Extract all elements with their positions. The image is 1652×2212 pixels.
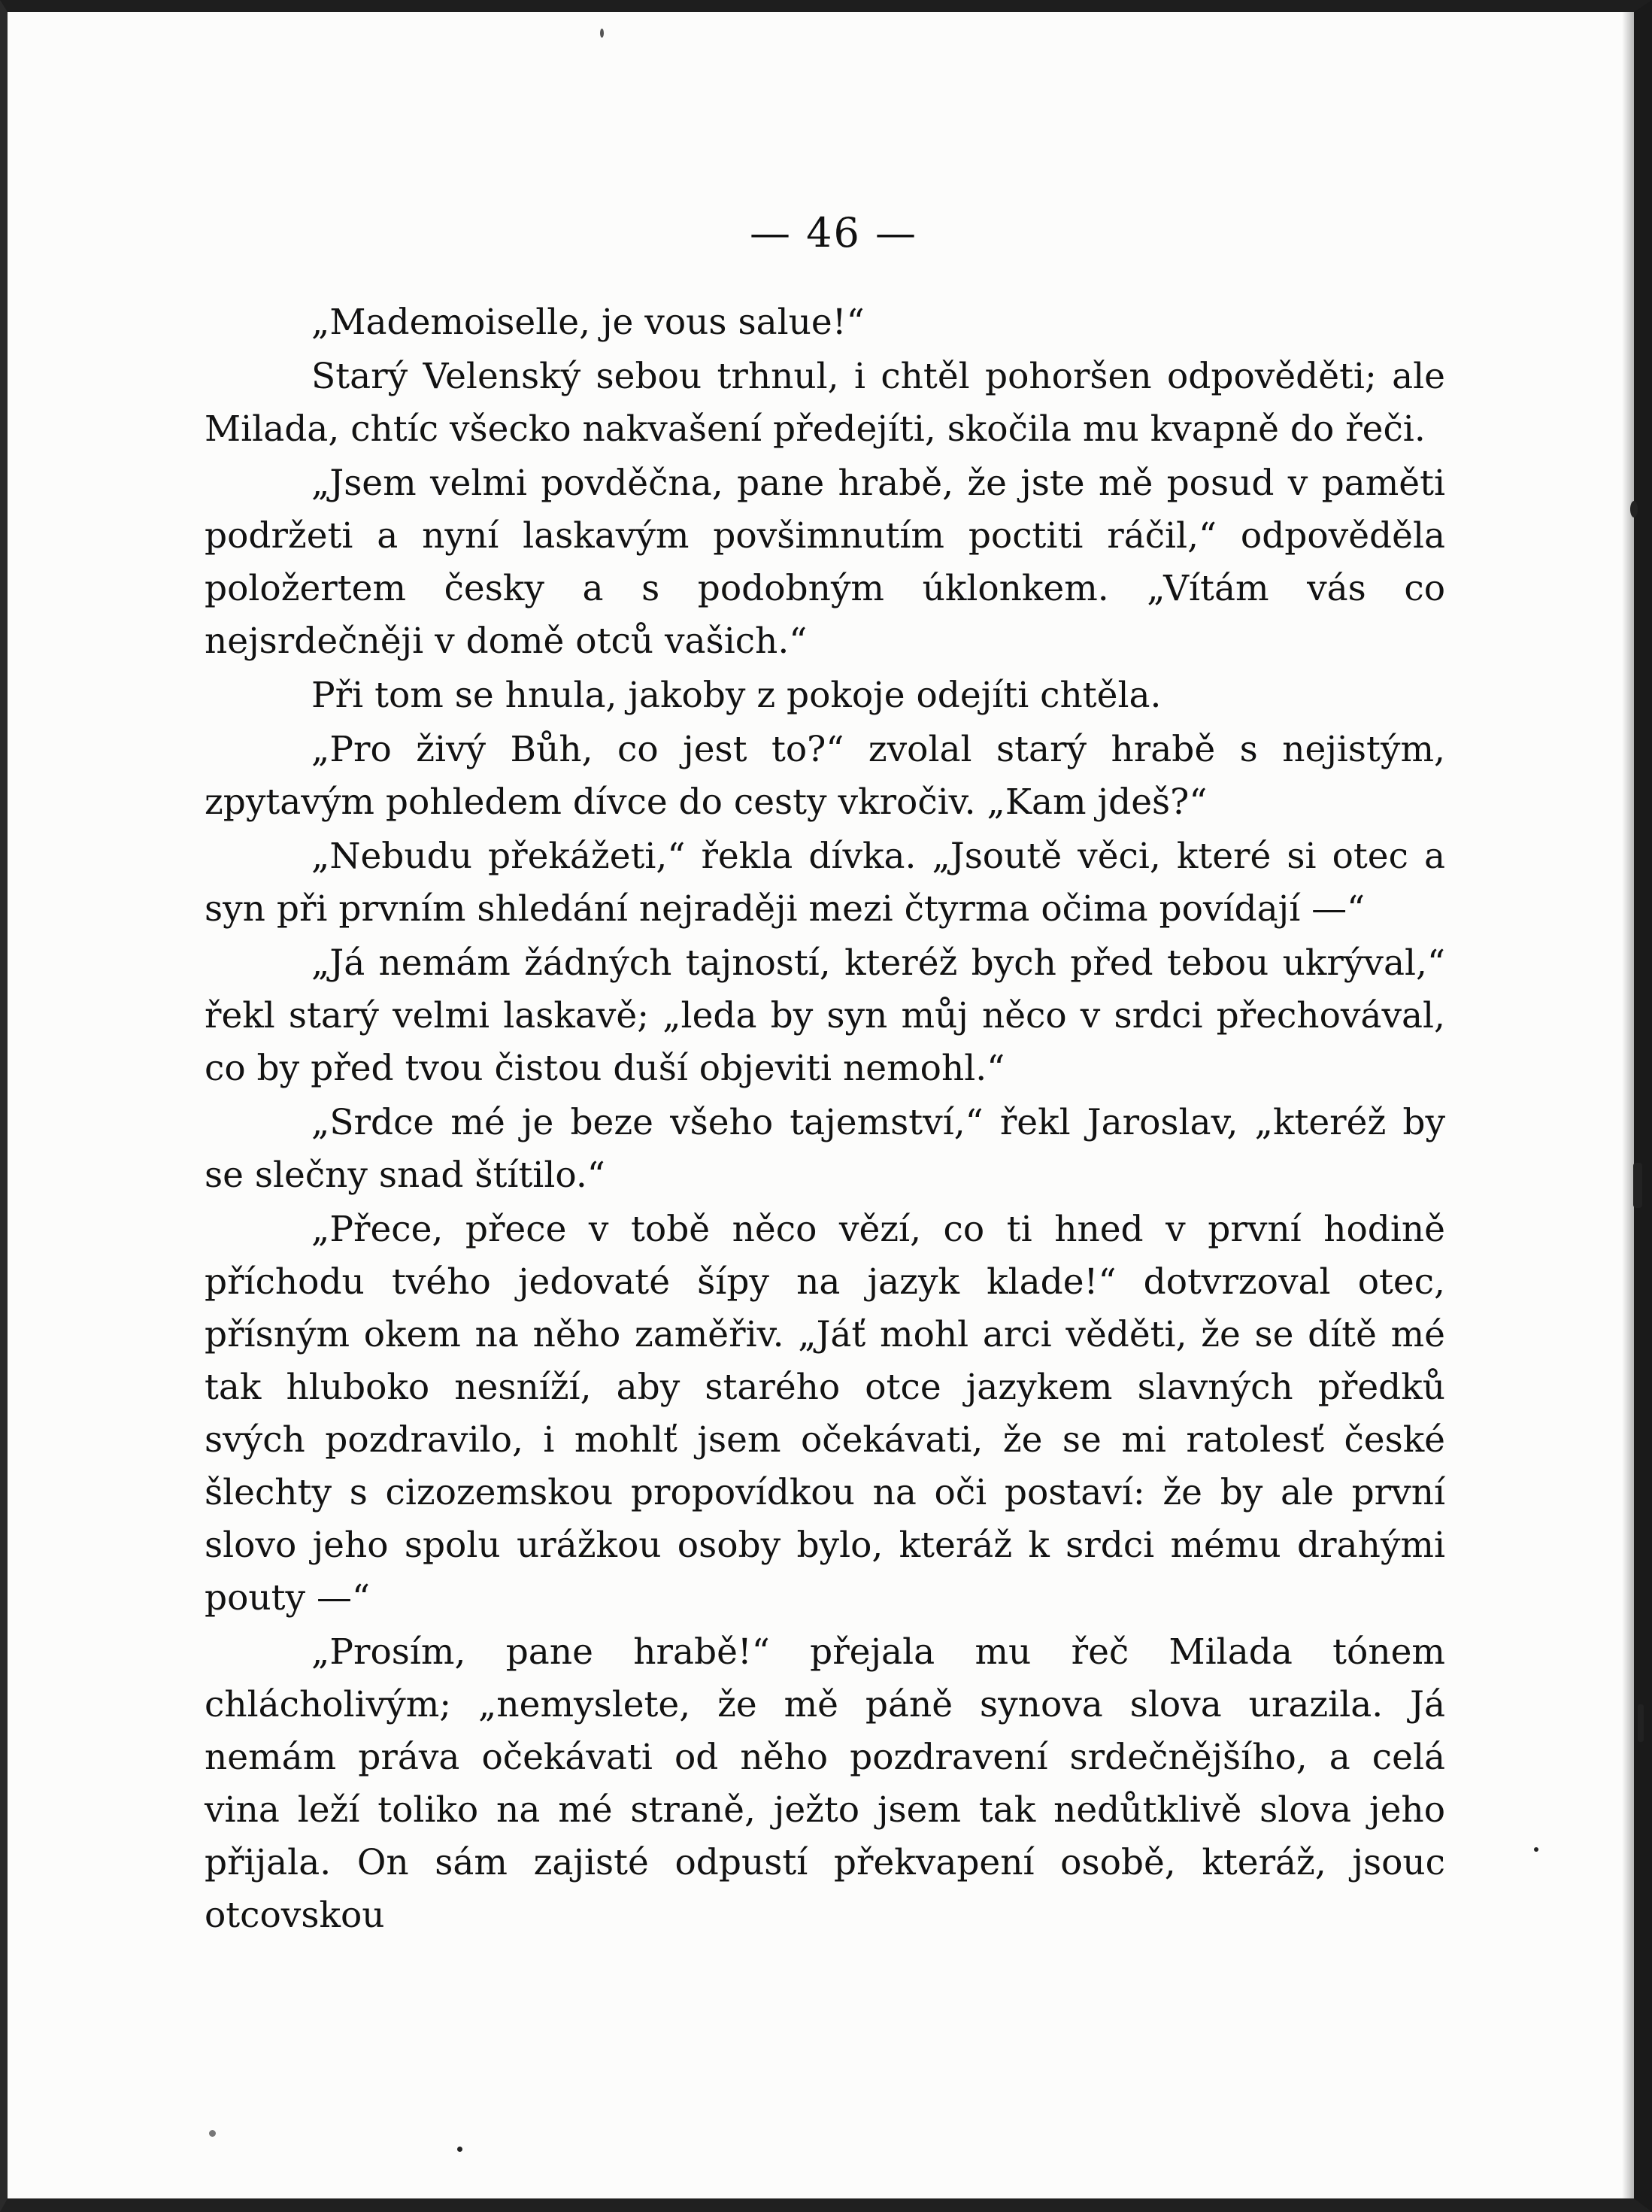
scan-speck	[457, 2147, 462, 2152]
scan-speck	[209, 2130, 216, 2137]
body-text	[205, 296, 1445, 1942]
paragraph: „Prosím, pane hrabě!“ přejala mu řeč Milada tónem chlácholivým; „nemyslete, že mě páně synova slova urazila. Já nemám práva očekávati od něho pozdravení srdečnějšího, a celá vina leží toliko na mé straně, ježto jsem tak nedůtklivě slova jeho přijala. On sám zajisté odpustí překvapení osobě, kteráž, jsouc otcovskou	[205, 1631, 1445, 1936]
paragraph: „Nebudu překážeti,“ řekla dívka. „Jsoutě věci, které si otec a syn při prvním shledání nejraději mezi čtyrma očima povídají —“	[205, 836, 1445, 930]
scan-speck	[1630, 501, 1638, 517]
paragraph: „Srdce mé je beze všeho tajemství,“ řekl Jaroslav, „kteréž by se slečny snad štítilo.“	[205, 1102, 1445, 1196]
page-edge-shadow	[1622, 12, 1634, 2198]
scan-speck	[600, 29, 604, 38]
paragraph: Při tom se hnula, jakoby z pokoje odejíti chtěla.	[311, 675, 1162, 716]
paragraph: „Mademoiselle, je vous salue!“	[311, 302, 865, 343]
paragraph: „Pro živý Bůh, co jest to?“ zvolal starý hrabě s nejistým, zpytavým pohledem dívce do cesty vkročiv. „Kam jdeš?“	[205, 729, 1445, 823]
scan-speck	[1638, 1704, 1644, 1742]
page-number: — 46 —	[749, 209, 918, 256]
paragraph: „Já nemám žádných tajností, kteréž bych před tebou ukrýval,“ řekl starý velmi laskavě; „leda by syn můj něco v srdci přechovával, co by před tvou čistou duší objeviti nemohl.“	[205, 942, 1445, 1089]
paragraph: „Jsem velmi povděčna, pane hrabě, že jste mě posud v paměti podržeti a nyní laskavým povšimnutím poctiti ráčil,“ odpověděla položertem česky a s podobným úklonkem. „Vítám vás co nejsrdečněji v domě otců vašich.“	[205, 463, 1445, 662]
paragraph: „Přece, přece v tobě něco vězí, co ti hned v první hodině příchodu tvého jedovaté šípy na jazyk klade!“ dotvrzoval otec, přísným okem na něho zaměřiv. „Jáť mohl arci věděti, že se dítě mé tak hluboko nesníží, aby starého otce jazykem slavných předků svých pozdravilo, i mohlť jsem očekávati, že se mi ratolesť české šlechty s cizozemskou propovídkou na oči postaví: že by ale první slovo jeho spolu urážkou osoby bylo, kteráž k srdci mému drahými pouty —“	[205, 1209, 1445, 1619]
scan-speck	[1633, 1163, 1642, 1208]
paragraph: Starý Velenský sebou trhnul, i chtěl pohoršen odpověděti; ale Milada, chtíc všecko nakvašení předejíti, skočila mu kvapně do řeči.	[205, 356, 1445, 450]
scan-speck	[1534, 1847, 1538, 1852]
